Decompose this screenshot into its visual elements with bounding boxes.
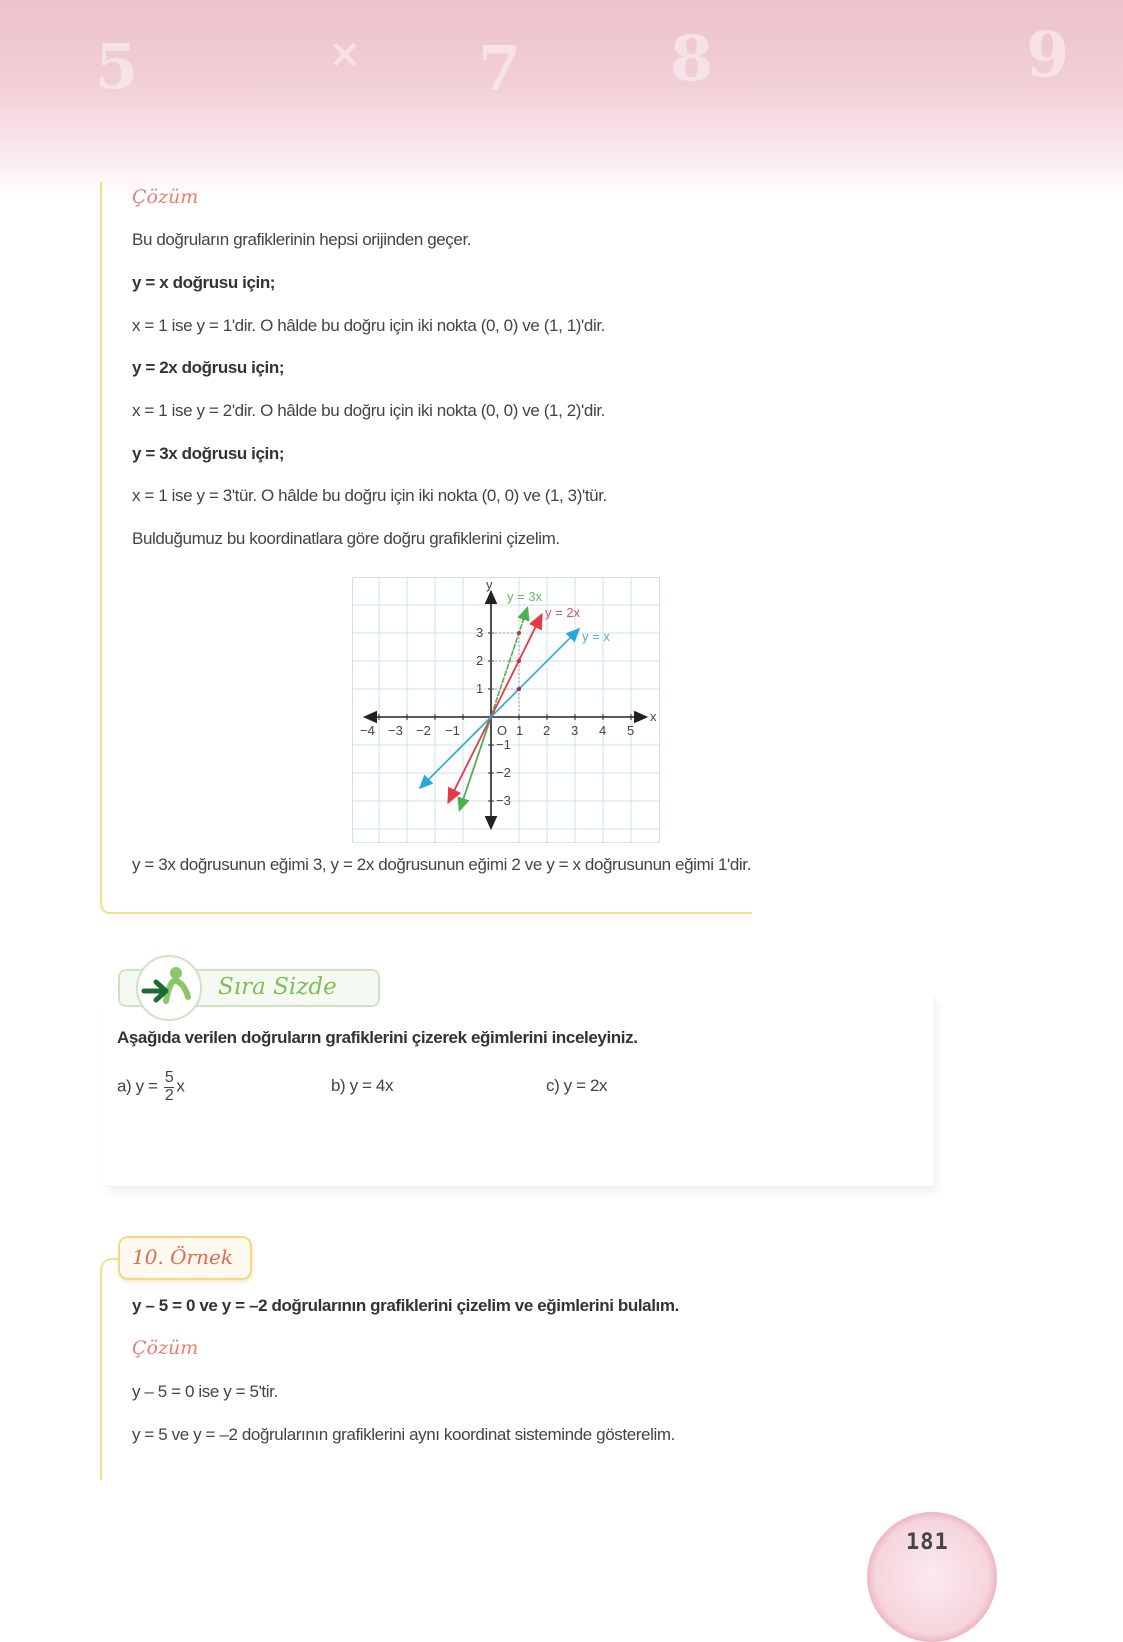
banner-digit: 5 <box>95 30 139 103</box>
sira-sizde-title: Sıra Sizde <box>218 974 337 1000</box>
y-axis-label: y <box>486 577 493 592</box>
banner-digit: 7 <box>478 32 522 105</box>
x-axis-label: x <box>650 709 657 724</box>
example-frame <box>100 1258 122 1480</box>
subheading-y-2x: y = 2x doğrusu için; <box>132 358 285 377</box>
example-title: 10. Örnek <box>132 1245 233 1269</box>
text-line: x = 1 ise y = 1'dir. O hâlde bu doğru için iki nokta (0, 0) ve (1, 1)'dir. <box>132 316 605 335</box>
example-question: y – 5 = 0 ve y = –2 doğrularının grafiklerini çizelim ve eğimlerini bulalım. <box>132 1296 679 1315</box>
sira-sizde-header <box>112 955 382 1025</box>
y-tick-label: −1 <box>496 737 511 752</box>
x-tick-label: 3 <box>571 723 579 738</box>
subheading-y-x: y = x doğrusu için; <box>132 273 276 292</box>
banner-digit: 9 <box>1026 18 1070 91</box>
text-line: y = 5 ve y = –2 doğrularının grafiklerini aynı koordinat sisteminde gösterelim. <box>132 1425 675 1444</box>
x-tick-label: 5 <box>627 723 635 738</box>
fraction: $\frac{5}{2}$ <box>164 1069 174 1104</box>
page-number: 181 <box>906 1530 949 1555</box>
x-tick-label: −3 <box>388 723 403 738</box>
x-tick-label: 1 <box>516 723 524 738</box>
exercise-item-c: c) y = 2x <box>546 1076 608 1095</box>
example-tag <box>118 1236 252 1280</box>
y-tick-label: 1 <box>476 681 484 696</box>
text-line: Bu doğruların grafiklerinin hepsi orijinden geçer. <box>132 230 472 249</box>
sira-sizde-badge <box>136 955 202 1021</box>
person-arrow-icon <box>138 957 200 1019</box>
origin-label: O <box>497 723 508 738</box>
y-tick-label: 2 <box>476 653 484 668</box>
text-line: x = 1 ise y = 3'tür. O hâlde bu doğru için iki nokta (0, 0) ve (1, 3)'tür. <box>132 486 607 505</box>
legend-y-3x: y = 3x <box>507 589 543 604</box>
x-tick-label: −4 <box>360 723 375 738</box>
solution-heading: Çözüm <box>132 1337 199 1359</box>
legend-y-x: y = x <box>582 629 610 644</box>
y-tick-label: −3 <box>496 793 511 808</box>
subheading-y-3x: y = 3x doğrusu için; <box>132 444 285 463</box>
y-tick-label: 3 <box>476 625 484 640</box>
header-banner <box>0 0 1123 200</box>
text-line: x = 1 ise y = 2'dir. O hâlde bu doğru için iki nokta (0, 0) ve (1, 2)'dir. <box>132 401 605 420</box>
banner-digit: 8 <box>670 22 714 95</box>
exercise-item-a: a) y = $\frac{5}{2}$ x <box>117 1069 185 1104</box>
solution-heading: Çözüm <box>132 186 199 208</box>
conclusion-text: y = 3x doğrusunun eğimi 3, y = 2x doğrusunun eğimi 2 ve y = x doğrusunun eğimi 1'dir. <box>132 855 751 874</box>
text-line: Bulduğumuz bu koordinatlara göre doğru grafiklerini çizelim. <box>132 529 560 548</box>
exercise-instruction: Aşağıda verilen doğruların grafiklerini çizerek eğimlerini inceleyiniz. <box>117 1028 638 1047</box>
y-tick-label: −2 <box>496 765 511 780</box>
x-tick-label: −1 <box>445 723 460 738</box>
legend-y-2x: y = 2x <box>545 605 581 620</box>
exercise-item-b: b) y = 4x <box>331 1076 394 1095</box>
x-tick-label: 4 <box>599 723 607 738</box>
x-tick-label: 2 <box>543 723 551 738</box>
text-line: y – 5 = 0 ise y = 5'tir. <box>132 1382 278 1401</box>
x-tick-label: −2 <box>416 723 431 738</box>
coordinate-graph <box>352 577 660 843</box>
banner-digit: × <box>328 30 362 77</box>
